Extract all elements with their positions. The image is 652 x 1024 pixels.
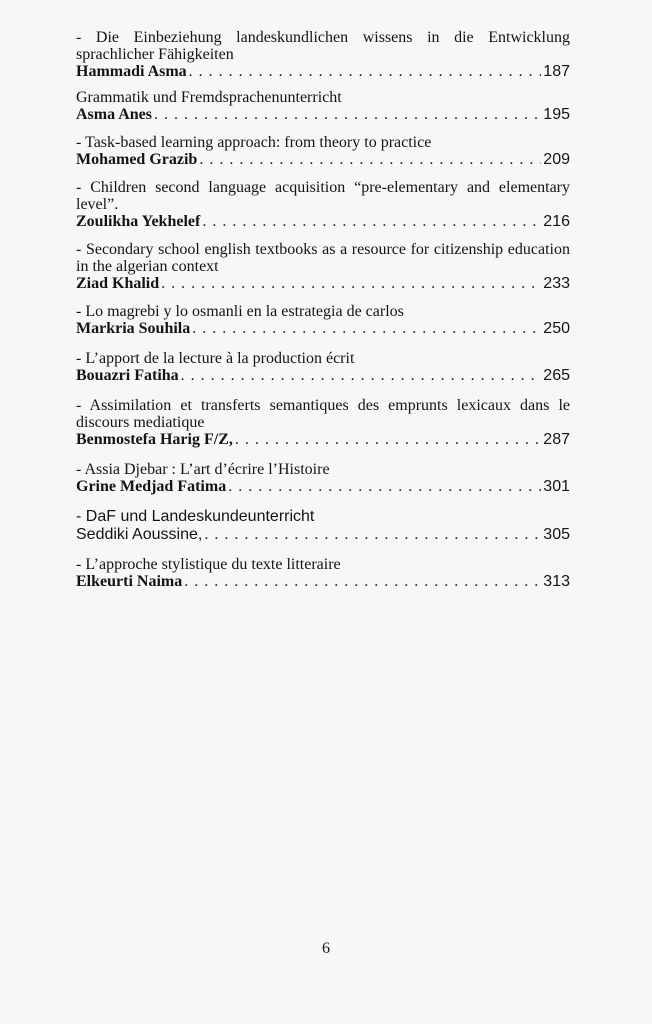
entry-title: - Children second language acquisition “pre-elementary and elementary level”. [76, 179, 570, 213]
page-number: 6 [322, 940, 330, 957]
dot-leader [199, 151, 541, 169]
table-of-contents [76, 29, 570, 591]
dot-leader [202, 213, 541, 231]
entry-title: - L’apport de la lecture à la production écrit [76, 350, 355, 367]
entry-page: 187 [543, 63, 570, 80]
entry-title: - DaF und Landeskundeunterricht [76, 508, 315, 525]
dot-leader [228, 478, 541, 496]
entry-title: - Assimilation et transferts semantiques des emprunts lexicaux dans le discours mediatique [76, 397, 570, 431]
entry-author-line [76, 367, 570, 385]
entry-author: Markria Souhila [76, 320, 191, 337]
entry-title: - Task-based learning approach: from theory to practice [76, 134, 432, 151]
entry-author: Zoulikha Yekhelef [76, 213, 201, 230]
toc-entry [76, 89, 570, 124]
entry-author-line [76, 151, 570, 169]
entry-author-line [76, 213, 570, 231]
entry-page: 250 [543, 320, 570, 337]
entry-title: - L’approche stylistique du texte litteraire [76, 556, 341, 573]
entry-page: 305 [543, 526, 570, 543]
entry-page: 265 [543, 367, 570, 384]
dot-leader [189, 63, 542, 81]
entry-author-line [76, 478, 570, 496]
entry-page: 195 [543, 106, 570, 123]
toc-entry [76, 241, 570, 293]
toc-entry [76, 508, 570, 544]
entry-author-line [76, 275, 570, 293]
entry-title: - Secondary school english textbooks as a resource for citizenship education in the algerian context [76, 241, 570, 275]
toc-entry [76, 461, 570, 496]
entry-page: 313 [543, 573, 570, 590]
entry-author: Seddiki Aoussine, [76, 526, 203, 543]
entry-title: Grammatik und Fremdsprachenunterricht [76, 89, 342, 106]
entry-author-line [76, 106, 570, 124]
entry-author: Mohamed Grazib [76, 151, 198, 168]
entry-author: Hammadi Asma [76, 63, 187, 80]
entry-page: 209 [543, 151, 570, 168]
entry-page: 301 [543, 478, 570, 495]
entry-page: 216 [543, 213, 570, 230]
toc-entry [76, 556, 570, 591]
toc-entry [76, 350, 570, 385]
entry-title: - Die Einbeziehung landeskundlichen wissens in die Entwicklung sprachlicher Fähigkeiten [76, 29, 570, 63]
dot-leader [204, 526, 541, 544]
toc-entry [76, 29, 570, 81]
dot-leader [192, 320, 541, 338]
entry-author-line [76, 573, 570, 591]
toc-entry [76, 303, 570, 338]
entry-author: Elkeurti Naima [76, 573, 183, 590]
entry-author-line [76, 63, 570, 81]
dot-leader [235, 431, 541, 449]
entry-author: Grine Medjad Fatima [76, 478, 227, 495]
dot-leader [154, 106, 541, 124]
entry-title: - Assia Djebar : L’art d’écrire l’Histoire [76, 461, 330, 478]
entry-author-line [76, 431, 570, 449]
toc-entry [76, 134, 570, 169]
entry-author-line [76, 526, 570, 544]
entry-author: Asma Anes [76, 106, 153, 123]
toc-entry [76, 179, 570, 231]
entry-page: 287 [543, 431, 570, 448]
entry-author-line [76, 320, 570, 338]
entry-author: Benmostefa Harig F/Z, [76, 431, 233, 448]
dot-leader [181, 367, 542, 385]
dot-leader [161, 275, 541, 293]
entry-title: - Lo magrebi y lo osmanli en la estrategia de carlos [76, 303, 404, 320]
toc-entry [76, 397, 570, 449]
entry-author: Ziad Khalid [76, 275, 160, 292]
dot-leader [184, 573, 541, 591]
entry-page: 233 [543, 275, 570, 292]
entry-author: Bouazri Fatiha [76, 367, 179, 384]
